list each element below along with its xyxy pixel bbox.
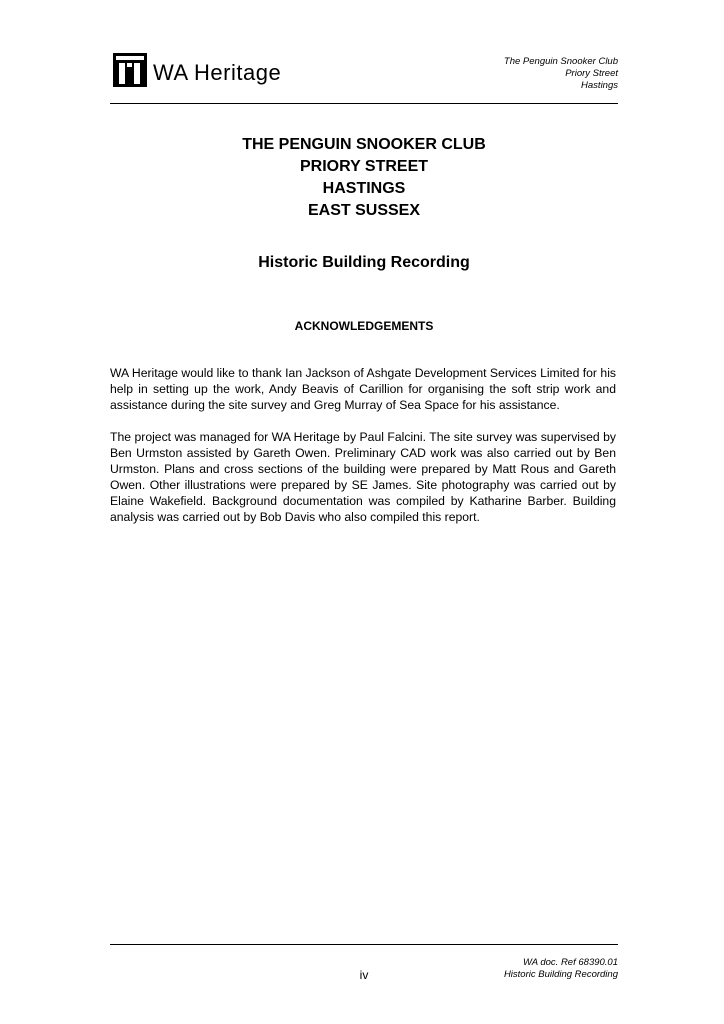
footer-document-info: [504, 957, 618, 981]
document-title: [110, 134, 618, 222]
title-line-county: EAST SUSSEX: [307, 202, 421, 219]
paragraph: The project was managed for WA Heritage by Paul Falcini. The site survey was supervised by Ben Urmston assisted by Gareth Owen. Preliminary CAD work was also carried out by Ben Urmston. Plans and cross sections of the building were prepared by Matt Rous and Gareth Owen. Other illustrations were prepared by SE James. Site photography was carried out by Elaine Wakefield. Background documentation was compiled by Katharine Barber. Building analysis was carried out by Bob Davis who also compiled this report.: [110, 430, 616, 524]
footer-doc-ref: WA doc. Ref 68390.01: [522, 957, 618, 968]
document-subtitle: Historic Building Recording: [258, 254, 470, 271]
page-number: iv: [359, 968, 369, 982]
header-divider: [110, 103, 618, 104]
acknowledgements-body: [110, 365, 616, 541]
header-street: Priory Street: [565, 68, 618, 79]
header-document-info: [504, 56, 618, 92]
title-line-site: THE PENGUIN SNOOKER CLUB: [242, 136, 486, 153]
footer-doc-title: Historic Building Recording: [503, 969, 618, 980]
title-line-street: PRIORY STREET: [299, 158, 429, 175]
footer-divider: [110, 944, 618, 945]
paragraph: WA Heritage would like to thank Ian Jackson of Ashgate Development Services Limited for his help in setting up the work, Andy Beavis of Carillion for organising the soft strip work and assistance during the site survey and Greg Murray of Sea Space for his assistance.: [110, 366, 616, 412]
logo-text: WA Heritage: [153, 60, 282, 85]
title-line-town: HASTINGS: [322, 180, 406, 197]
logo-mark-icon: [113, 53, 147, 87]
wa-heritage-logo: [113, 52, 281, 88]
header-site-name: The Penguin Snooker Club: [503, 56, 618, 67]
page-header: [110, 48, 618, 104]
header-town: Hastings: [581, 80, 618, 91]
section-heading: ACKNOWLEDGEMENTS: [294, 319, 434, 333]
